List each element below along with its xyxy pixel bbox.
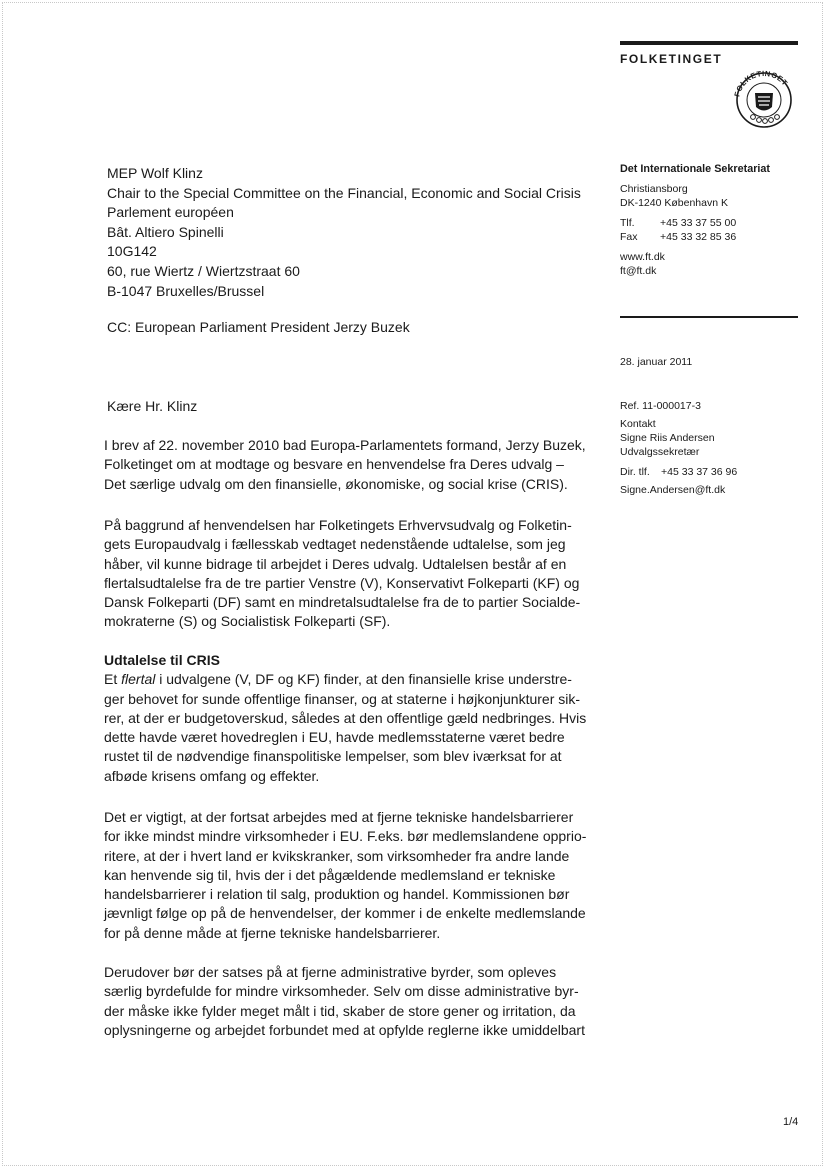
sender-department: Det Internationale Sekretariat [620, 163, 771, 175]
sender-address-1: Christiansborg [620, 183, 688, 195]
org-name: FOLKETINGET [620, 52, 723, 66]
paragraph-2 [104, 516, 590, 632]
text-line [104, 670, 590, 689]
text-line: mokraterne (S) og Socialistisk Folkeparti (SF). [104, 613, 391, 630]
emphasis-text: flertal [121, 671, 156, 688]
recipient-line: Parlement européen [107, 204, 234, 221]
contact-email: Signe.Andersen@ft.dk [620, 484, 726, 496]
page-number: 1/4 [783, 1116, 799, 1128]
section-heading: Udtalelse til CRIS [104, 652, 220, 668]
text-line: Dansk Folkeparti (DF) samt en mindretalsudtalelse fra de to partier Socialde- [104, 594, 581, 611]
text-line: Derudover bør der satses på at fjerne administrative byrder, som opleves [104, 964, 557, 980]
text-line: for ikke mindst mindre virksomheder i EU. F.eks. bør medlemslandene opprio- [104, 828, 587, 845]
contact-name: Signe Riis Andersen [620, 432, 715, 444]
sender-block [620, 162, 810, 278]
text-line: ritere, at der i hvert land er kvikskranker, som virksomheder fra andre lande [104, 847, 570, 864]
fax-label: Fax [620, 231, 638, 243]
text-line: rustet til de nødvendige finanspolitiske lempelser, som blev iværksat for at [104, 748, 562, 765]
paragraph-4 [104, 808, 590, 943]
text-line: rer, at der er budgetoverskud, således at den offentlige gæld nedbringes. Hvis [104, 709, 587, 726]
sender-fax-row [620, 230, 810, 244]
reference-number: Ref. 11-000017-3 [620, 400, 701, 412]
text-line: der måske ikke fylder meget målt i tid, skaber de store gener og irritation, da [104, 1002, 576, 1019]
phone-value: +45 33 37 55 00 [660, 217, 737, 229]
direct-phone-value: +45 33 37 36 96 [661, 466, 738, 478]
text-line: håber, vil kunne bidrage til arbejdet i Deres udvalg. Udtalelsen består af en [104, 555, 567, 572]
text-line: flertalsudtalelse fra de tre partier Venstre (V), Konservativt Folkeparti (KF) og [104, 574, 580, 591]
text-line: jævnligt følge op på de henvendelser, der kommer i de enkelte medlemslande [104, 905, 586, 922]
contact-label: Kontakt [620, 418, 656, 430]
paragraph-1 [104, 436, 590, 494]
text-line: dette havde været hovedreglen i EU, havde medlemsstaterne været bedre [104, 729, 565, 746]
text-line: oplysningerne og arbejdet forbundet med at opfylde reglerne ikke umiddelbart [104, 1021, 585, 1038]
phone-label: Tlf. [620, 217, 635, 229]
cc-line: CC: European Parliament President Jerzy Buzek [107, 319, 410, 335]
sender-phone-row [620, 216, 810, 230]
recipient-line: Bât. Altiero Spinelli [107, 223, 224, 240]
text-line: særlig byrdefulde for mindre virksomheder. Selv om disse administrative byr- [104, 983, 579, 1000]
sender-address-2: DK-1240 København K [620, 197, 728, 209]
text-line: I brev af 22. november 2010 bad Europa-Parlamentets formand, Jerzy Buzek, [104, 437, 586, 453]
text-rest: i udvalgene (V, DF og KF) finder, at den finansielle krise understre- [155, 671, 572, 688]
text-line: for på denne måde at fjerne tekniske handelsbarrierer. [104, 924, 441, 941]
recipient-line: MEP Wolf Klinz [107, 165, 203, 181]
text-line: gets Europaudvalg i fællesskab vedtaget nedenstående udtalelse, som jeg [104, 536, 566, 553]
paragraph-3 [104, 651, 590, 786]
fax-value: +45 33 32 85 36 [660, 231, 737, 243]
reference-block [620, 399, 810, 497]
text-line: På baggrund af henvendelsen har Folketingets Erhvervsudvalg og Folketin- [104, 517, 572, 533]
recipient-line: Chair to the Special Committee on the Financial, Economic and Social Crisis [107, 184, 581, 201]
recipient-line: B-1047 Bruxelles/Brussel [107, 282, 265, 299]
paragraph-5 [104, 963, 590, 1040]
recipient-address [107, 164, 581, 301]
svg-text:FOLKETINGET: FOLKETINGET [732, 68, 790, 98]
direct-phone-row [620, 465, 810, 479]
sidebar-rule [620, 316, 798, 318]
text-prefix: Et [104, 671, 122, 688]
salutation: Kære Hr. Klinz [107, 398, 198, 414]
text-line: Folketinget om at modtage og besvare en henvendelse fra Deres udvalg – [104, 456, 564, 473]
header-rule [620, 41, 798, 45]
direct-phone-label: Dir. tlf. [620, 466, 650, 478]
text-line: Det er vigtigt, at der fortsat arbejdes med at fjerne tekniske handelsbarrierer [104, 809, 574, 825]
text-line: Det særlige udvalg om den finansielle, økonomiske, og social krise (CRIS). [104, 475, 568, 492]
recipient-line: 60, rue Wiertz / Wiertzstraat 60 [107, 262, 300, 279]
text-line: ger behovet for sunde offentlige finanser, og at staterne i højkonjunkturer sik- [104, 690, 581, 707]
text-line: kan henvende sig til, hvis der i det pågældende medlemsland er tekniske [104, 866, 556, 883]
contact-title: Udvalgssekretær [620, 446, 700, 458]
sender-web: www.ft.dk [620, 251, 665, 263]
recipient-line: 10G142 [107, 243, 157, 260]
sender-email: ft@ft.dk [620, 265, 657, 277]
folketinget-seal-logo [729, 67, 799, 129]
letter-date: 28. januar 2011 [620, 356, 693, 368]
text-line: afbøde krisens omfang og effekter. [104, 767, 320, 784]
text-line: handelsbarrierer i relation til salg, produktion og handel. Kommissionen bør [104, 886, 570, 903]
